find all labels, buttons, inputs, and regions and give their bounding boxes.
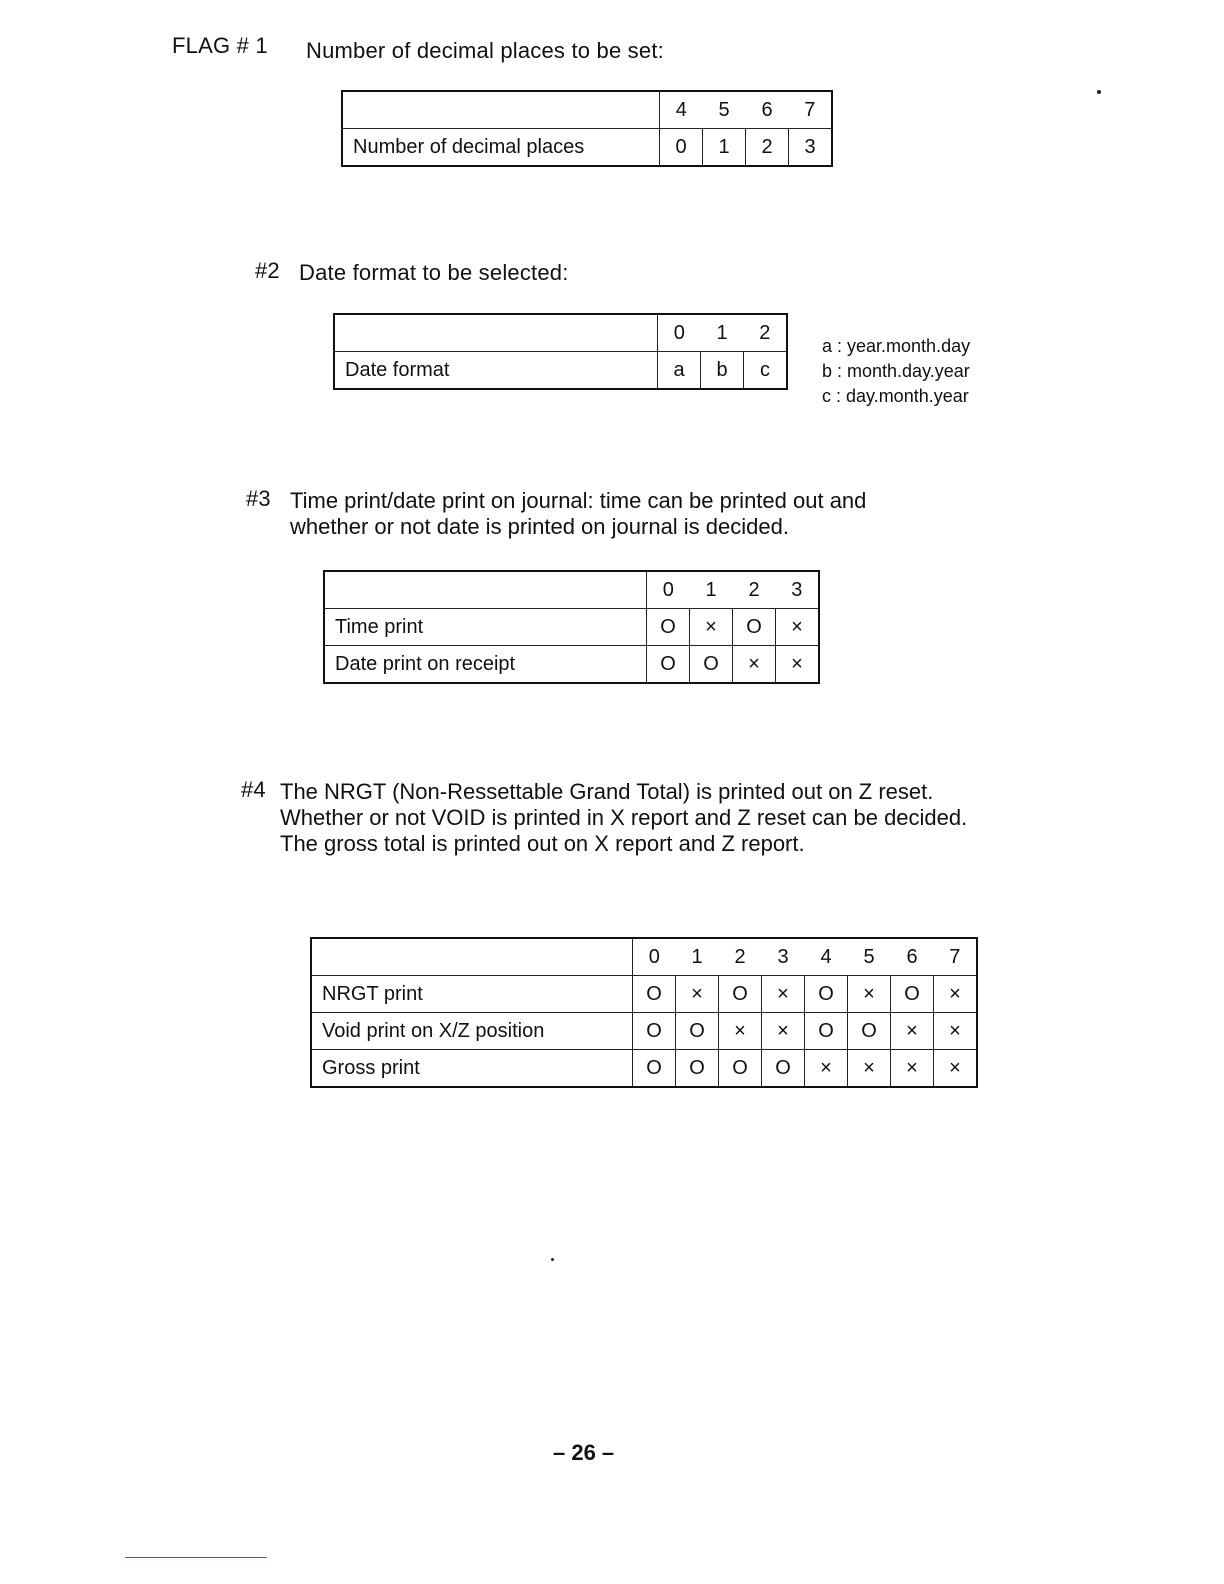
table-cell: × — [762, 1013, 805, 1050]
date-format-legend — [822, 334, 970, 409]
table-cell: × — [762, 976, 805, 1013]
row-label: NRGT print — [311, 976, 633, 1013]
flag2-table — [333, 313, 788, 390]
column-header: 2 — [744, 314, 788, 352]
table-cell: O — [805, 1013, 848, 1050]
column-header: 1 — [676, 938, 719, 976]
table-cell: a — [658, 352, 701, 390]
table-cell: O — [805, 976, 848, 1013]
scan-edge-line — [125, 1557, 267, 1558]
table-cell: × — [776, 646, 820, 684]
table-cell: O — [676, 1050, 719, 1088]
table-cell: O — [733, 609, 776, 646]
column-header: 0 — [633, 938, 676, 976]
column-header: 0 — [647, 571, 690, 609]
scan-speck — [1097, 90, 1101, 94]
flag1-label: FLAG # 1 — [172, 33, 268, 58]
column-header: 4 — [660, 91, 703, 129]
page-number: – 26 – — [553, 1440, 615, 1465]
flag4-label: #4 — [241, 777, 266, 802]
table-cell: × — [690, 609, 733, 646]
table-cell: × — [848, 1050, 891, 1088]
scan-speck — [551, 1258, 554, 1261]
table-cell: O — [690, 646, 733, 684]
table-cell: × — [848, 976, 891, 1013]
table-row — [311, 1013, 977, 1050]
row-label: Gross print — [311, 1050, 633, 1088]
column-header: 4 — [805, 938, 848, 976]
column-header: 7 — [789, 91, 833, 129]
table-cell: × — [776, 609, 820, 646]
row-label: Void print on X/Z position — [311, 1013, 633, 1050]
row-label: Date format — [334, 352, 658, 390]
flag1-table — [341, 90, 833, 167]
table-cell: O — [676, 1013, 719, 1050]
table-corner — [334, 314, 658, 352]
column-header: 5 — [848, 938, 891, 976]
table-row — [311, 976, 977, 1013]
table-cell: × — [891, 1050, 934, 1088]
table-cell: 0 — [660, 129, 703, 167]
table-cell: 1 — [703, 129, 746, 167]
table-header-row — [324, 571, 819, 609]
table-cell: O — [762, 1050, 805, 1088]
column-header: 5 — [703, 91, 746, 129]
table-cell: c — [744, 352, 788, 390]
table-row — [342, 129, 832, 167]
table-cell: × — [934, 976, 978, 1013]
table-row — [324, 609, 819, 646]
table-cell: O — [848, 1013, 891, 1050]
table-row — [334, 352, 787, 390]
flag3-label: #3 — [246, 486, 271, 511]
row-label: Number of decimal places — [342, 129, 660, 167]
column-header: 3 — [776, 571, 820, 609]
table-cell: O — [647, 609, 690, 646]
flag1-description: Number of decimal places to be set: — [306, 38, 664, 63]
table-cell: O — [633, 1050, 676, 1088]
legend-item: a : year.month.day — [822, 336, 971, 356]
table-corner — [311, 938, 633, 976]
flag2-label: #2 — [255, 258, 280, 283]
table-cell: O — [719, 976, 762, 1013]
table-cell: O — [719, 1050, 762, 1088]
table-cell: × — [934, 1050, 978, 1088]
table-cell: O — [647, 646, 690, 684]
flag3-table — [323, 570, 820, 684]
flag4-description — [280, 779, 1010, 857]
column-header: 3 — [762, 938, 805, 976]
table-header-row — [311, 938, 977, 976]
column-header: 6 — [746, 91, 789, 129]
table-corner — [342, 91, 660, 129]
column-header: 1 — [701, 314, 744, 352]
column-header: 0 — [658, 314, 701, 352]
table-cell: 2 — [746, 129, 789, 167]
table-cell: × — [934, 1013, 978, 1050]
table-header-row — [342, 91, 832, 129]
table-cell: × — [891, 1013, 934, 1050]
legend-item: c : day.month.year — [822, 386, 969, 406]
description-line: The gross total is printed out on X report and Z report. — [280, 831, 805, 856]
row-label: Time print — [324, 609, 647, 646]
description-line: Whether or not VOID is printed in X report and Z reset can be decided. — [280, 805, 968, 830]
table-cell: O — [633, 1013, 676, 1050]
flag2-description: Date format to be selected: — [299, 260, 569, 285]
legend-item: b : month.day.year — [822, 361, 970, 381]
column-header: 2 — [733, 571, 776, 609]
column-header: 2 — [719, 938, 762, 976]
flag4-table — [310, 937, 978, 1088]
table-cell: b — [701, 352, 744, 390]
table-row — [311, 1050, 977, 1088]
table-cell: O — [633, 976, 676, 1013]
table-cell: 3 — [789, 129, 833, 167]
table-cell: × — [719, 1013, 762, 1050]
flag3-description: Time print/date print on journal: time can be printed out and whether or not date is printed on journal is decided. — [290, 488, 867, 539]
row-label: Date print on receipt — [324, 646, 647, 684]
table-cell: × — [676, 976, 719, 1013]
table-cell: × — [733, 646, 776, 684]
table-cell: O — [891, 976, 934, 1013]
column-header: 7 — [934, 938, 978, 976]
table-header-row — [334, 314, 787, 352]
table-cell: × — [805, 1050, 848, 1088]
table-row — [324, 646, 819, 684]
description-line: The NRGT (Non-Ressettable Grand Total) is printed out on Z reset. — [280, 779, 934, 804]
column-header: 1 — [690, 571, 733, 609]
column-header: 6 — [891, 938, 934, 976]
table-corner — [324, 571, 647, 609]
